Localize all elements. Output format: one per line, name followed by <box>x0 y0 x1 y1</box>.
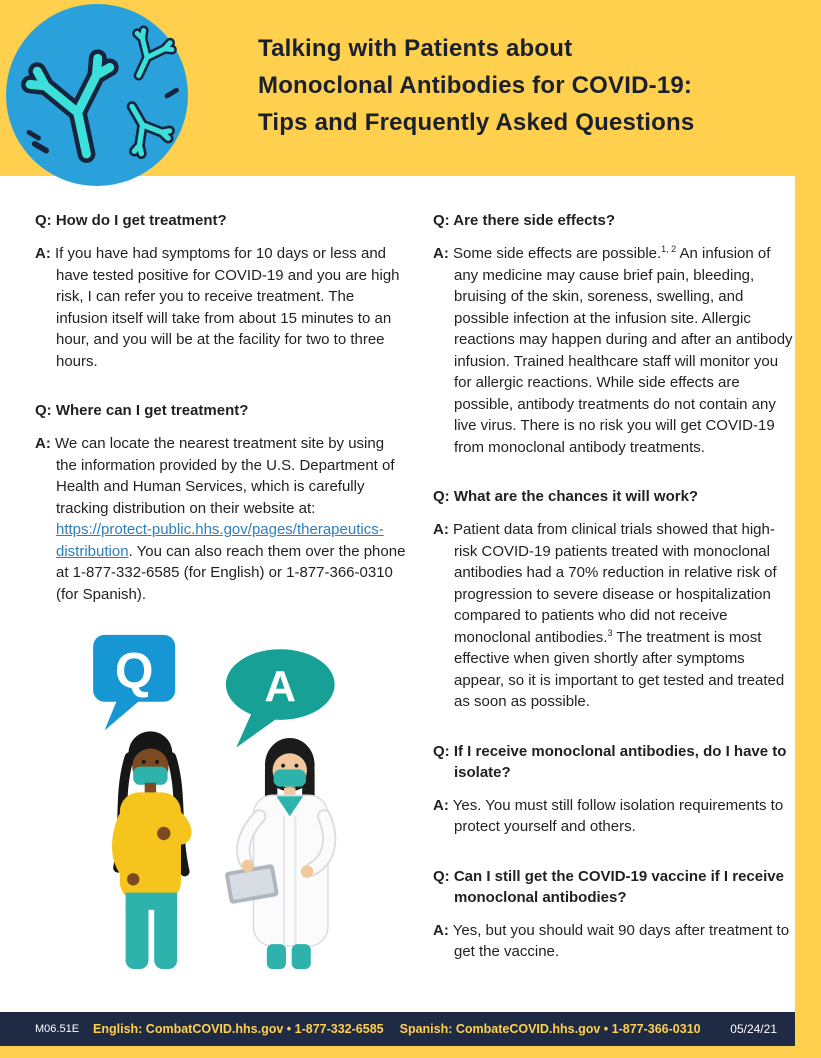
question-text: Can I still get the COVID-19 vaccine if I receive monoclonal antibodies? <box>453 867 784 906</box>
answer-text: Yes, but you should wait 90 days after treatment to get the vaccine. <box>452 921 790 960</box>
answer-text: If you have had symptoms for 10 days or less and have tested positive for COVID-19 and you are high risk, I can refer you to receive treatment. The infusion itself will take from about 15 minutes to an hour, and you will be at the facility for two to three hours. <box>55 245 400 370</box>
a-prefix: A: <box>433 521 449 538</box>
a-prefix: A: <box>433 921 449 939</box>
title-line-2: Monoclonal Antibodies for COVID-19: <box>258 72 693 99</box>
answer-text: We can locate the nearest treatment site by using the information provided by the U.S. Department of Health and Human Services, which is carefully tracking distribution on their website at: <box>55 435 395 517</box>
answer-where-get-treatment <box>35 433 407 605</box>
question-vaccine <box>433 866 793 908</box>
answer-text: . You can also reach them over the phone at 1-877-332-6585 (for English) or 1-877-366-0310 (for Spanish). <box>56 542 406 603</box>
svg-text:A: A <box>264 661 297 711</box>
q-prefix: Q: <box>433 742 450 760</box>
question-text: How do I get treatment? <box>55 212 227 229</box>
footer-english-contact: English: CombatCOVID.hhs.gov • 1-877-332-6585 <box>93 1022 384 1036</box>
answer-text: Patient data from clinical trials showed that high-risk COVID-19 patients treated with monoclonal antibodies had a 70% reduction in relative risk of progression to severe disease or hospitalization compared to patients who did not receive monoclonal antibodies. <box>453 521 777 646</box>
a-speech-bubble-icon <box>226 649 335 747</box>
q-prefix: Q: <box>433 212 450 229</box>
page-title <box>258 0 821 141</box>
footer-date: 05/24/21 <box>730 1022 777 1036</box>
answer-text: The treatment is most effective when given shortly after symptoms appear, so it is important to get tested and treated as soon as possible. <box>454 628 785 710</box>
answer-vaccine <box>433 920 793 963</box>
answer-text: Yes. You must still follow isolation requirements to protect yourself and others. <box>452 796 784 835</box>
answer-text: Some side effects are possible. <box>453 245 662 262</box>
answer-text: An infusion of any medicine may cause brief pain, bleeding, bruising of the skin, soreness, swelling, and possible infection at the infusion site. Allergic reactions may happen during and after an antibody infusion. Trained healthcare staff will monitor you for allergic reactions. While side effects are possible, antibody treatments do not contain any live virus. There is no risk you will get COVID-19 from monoclonal antibody treatments. <box>454 245 793 456</box>
question-text: Where can I get treatment? <box>55 402 249 419</box>
question-text: Are there side effects? <box>453 212 616 229</box>
a-prefix: A: <box>433 245 449 262</box>
a-prefix: A: <box>35 245 51 262</box>
antibody-logo-icon <box>6 4 188 186</box>
left-column <box>35 210 407 991</box>
therapeutics-distribution-link[interactable]: https://protect-public.hhs.gov/pages/therapeutics-distribution <box>56 521 384 560</box>
right-column <box>433 210 793 991</box>
content-area <box>0 176 821 991</box>
title-line-3: Tips and Frequently Asked Questions <box>258 109 695 136</box>
patient-doctor-illustration <box>49 633 374 969</box>
question-text: If I receive monoclonal antibodies, do I have to isolate? <box>453 742 787 781</box>
patient-figure <box>118 731 186 969</box>
footer-bar <box>0 1012 795 1046</box>
question-where-get-treatment <box>35 400 407 421</box>
q-prefix: Q: <box>35 402 52 419</box>
title-line-1: Talking with Patients about <box>258 35 573 62</box>
antibody-logo <box>6 4 188 191</box>
q-prefix: Q: <box>35 212 52 229</box>
answer-side-effects <box>433 243 793 458</box>
answer-isolate <box>433 795 793 838</box>
question-side-effects <box>433 210 793 231</box>
q-prefix: Q: <box>433 488 450 505</box>
document-code: M06.51E <box>35 1023 80 1035</box>
footnote-ref: 3 <box>607 627 613 638</box>
question-chances-work <box>433 486 793 507</box>
a-prefix: A: <box>35 435 51 452</box>
q-prefix: Q: <box>433 867 450 885</box>
footer-spanish-contact: Spanish: CombateCOVID.hhs.gov • 1-877-366-0310 <box>399 1022 701 1036</box>
bottom-strip <box>0 1046 821 1058</box>
a-prefix: A: <box>433 796 449 814</box>
footnote-ref: 1, 2 <box>661 244 677 254</box>
q-speech-bubble-icon <box>93 635 175 730</box>
answer-how-get-treatment <box>35 243 407 372</box>
question-isolate <box>433 741 793 783</box>
header-banner <box>0 0 821 176</box>
question-text: What are the chances it will work? <box>453 488 699 505</box>
answer-chances-work <box>433 519 793 713</box>
edge-strip <box>795 0 821 1058</box>
doctor-figure <box>224 738 329 969</box>
question-how-get-treatment <box>35 210 407 231</box>
svg-text:Q: Q <box>114 642 154 699</box>
